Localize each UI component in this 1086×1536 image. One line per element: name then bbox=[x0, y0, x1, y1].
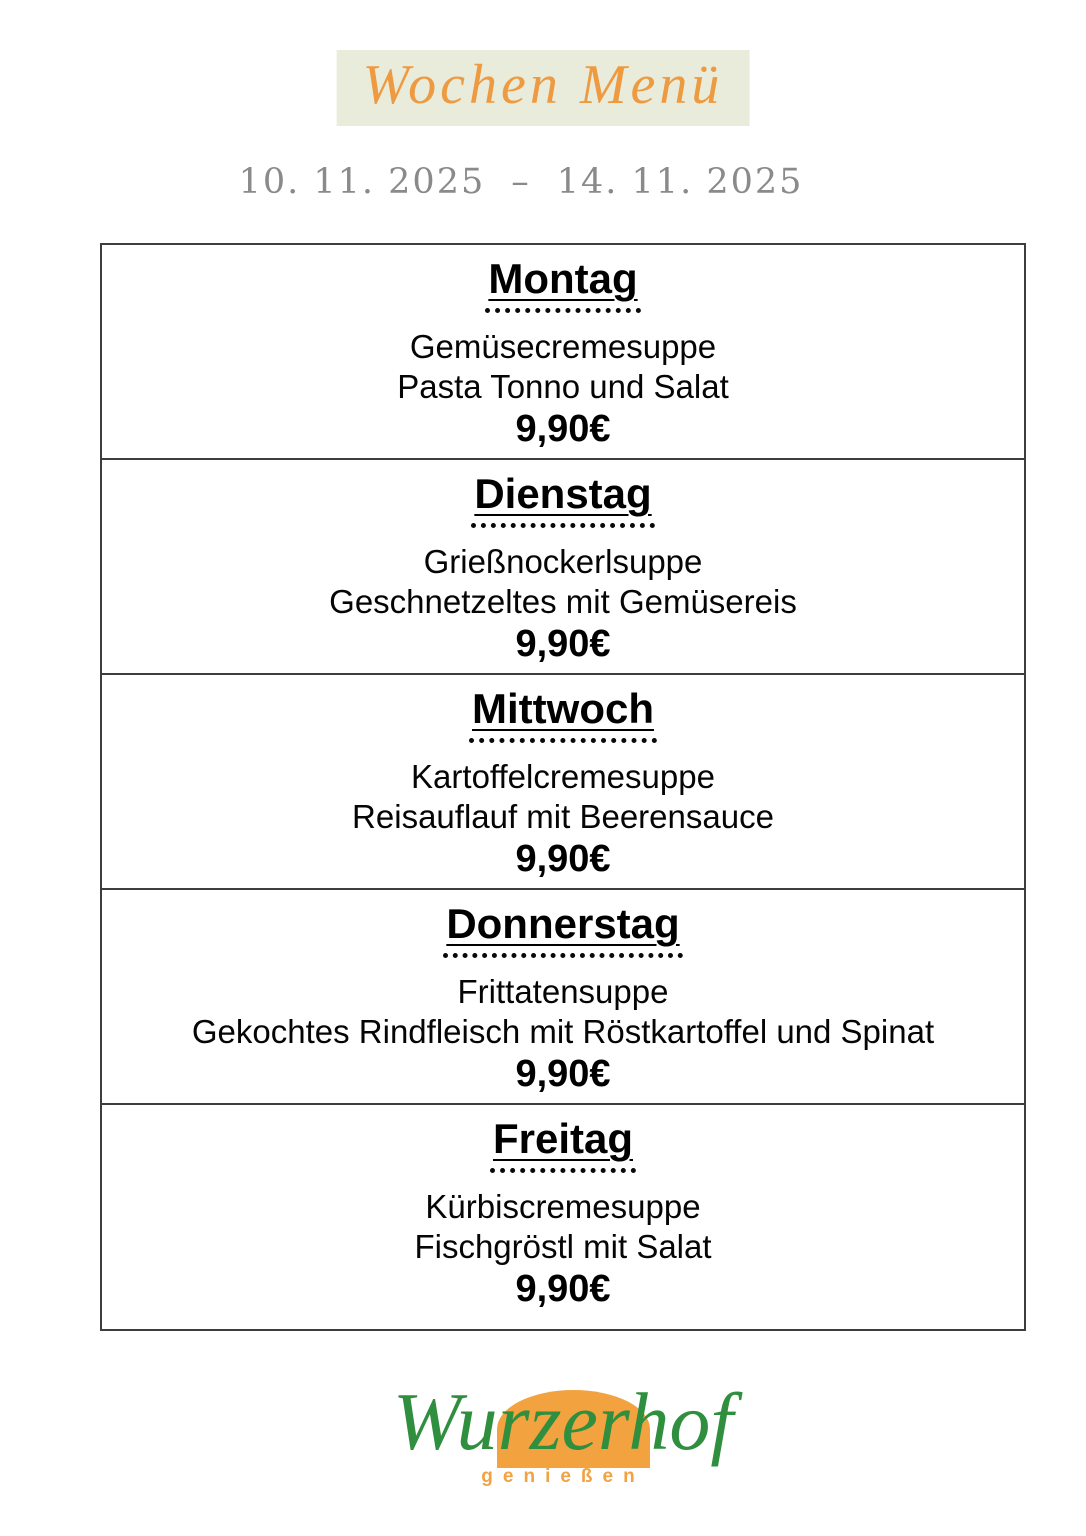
menu-row-dienstag bbox=[102, 460, 1024, 675]
date-to: 14. 11. 2025 bbox=[556, 162, 804, 202]
logo-brand-name: Wurzerhof bbox=[392, 1376, 734, 1467]
menu-row-freitag bbox=[102, 1105, 1024, 1329]
dish-item: Geschnetzeltes mit Gemüsereis bbox=[329, 583, 797, 620]
dish-item: Fischgröstl mit Salat bbox=[414, 1228, 712, 1265]
title-banner bbox=[337, 50, 750, 126]
day-header bbox=[102, 1115, 1024, 1173]
price-label: 9,90€ bbox=[515, 838, 611, 880]
day-header bbox=[102, 900, 1024, 958]
day-name-label: Donnerstag bbox=[443, 903, 682, 958]
dish-item: Gekochtes Rindfleisch mit Röstkartoffel und Spinat bbox=[191, 1013, 935, 1050]
dish-item: Grießnockerlsuppe bbox=[423, 543, 703, 580]
menu-table bbox=[100, 243, 1026, 1331]
day-name-label: Dienstag bbox=[471, 473, 654, 528]
dish-item: Reisauflauf mit Beerensauce bbox=[352, 798, 774, 835]
dish-item: Kartoffelcremesuppe bbox=[411, 758, 715, 795]
date-from: 10. 11. 2025 bbox=[238, 162, 486, 202]
dish-item: Frittatensuppe bbox=[457, 973, 669, 1010]
dish-item: Gemüsecremesuppe bbox=[409, 328, 717, 365]
price-label: 9,90€ bbox=[515, 408, 611, 450]
date-separator: – bbox=[511, 162, 531, 202]
menu-row-mittwoch bbox=[102, 675, 1024, 890]
dish-item: Pasta Tonno und Salat bbox=[397, 368, 729, 405]
dish-list bbox=[102, 972, 1024, 1096]
wurzerhof-logo bbox=[333, 1372, 793, 1522]
date-range bbox=[0, 162, 1064, 202]
dish-list bbox=[102, 1187, 1024, 1311]
price-label: 9,90€ bbox=[515, 1268, 611, 1310]
day-header bbox=[102, 255, 1024, 313]
day-header bbox=[102, 685, 1024, 743]
page-title: Wochen Menü bbox=[362, 54, 724, 116]
menu-row-montag bbox=[102, 245, 1024, 460]
logo-tagline: genießen bbox=[481, 1466, 645, 1487]
day-name-label: Freitag bbox=[490, 1118, 636, 1173]
day-name-label: Montag bbox=[485, 258, 640, 313]
dish-item: Kürbiscremesuppe bbox=[425, 1188, 701, 1225]
day-header bbox=[102, 470, 1024, 528]
menu-row-donnerstag bbox=[102, 890, 1024, 1105]
price-label: 9,90€ bbox=[515, 623, 611, 665]
day-name-label: Mittwoch bbox=[469, 688, 657, 743]
price-label: 9,90€ bbox=[515, 1053, 611, 1095]
dish-list bbox=[102, 542, 1024, 666]
dish-list bbox=[102, 757, 1024, 881]
dish-list bbox=[102, 327, 1024, 451]
